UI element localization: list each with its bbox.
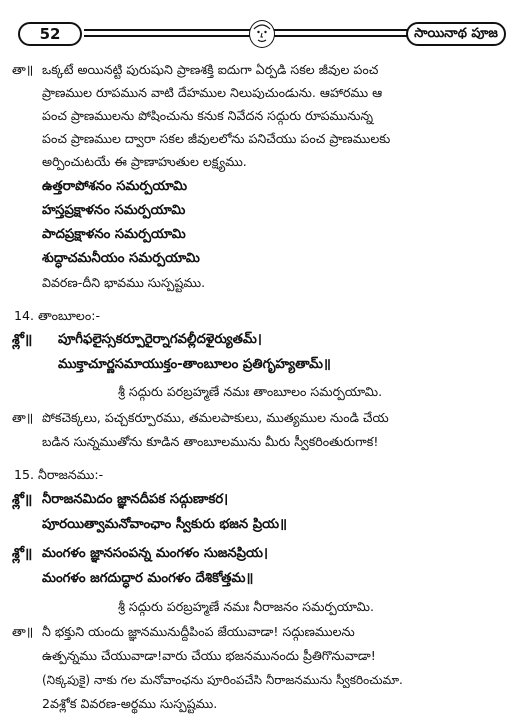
note-line: వివరణ-దీని భావము సుస్పష్టము.: [42, 275, 206, 290]
meaning-marker: తా॥: [12, 62, 34, 77]
page-header: [14, 20, 508, 50]
sloka-marker: శ్లో॥: [12, 332, 33, 348]
meaning-marker: తా॥: [12, 624, 34, 639]
paragraph-line: (నిక్కపుకై) నాకు గల మనోవాంఛను పూరింపచేసి నీరాజనమును స్వీకరించుమా.: [42, 673, 403, 687]
paragraph-line: ప్రాణముల రూపమున వాటి దేహముల నిలుపుచుండును. ఆహారము ఆ: [42, 85, 383, 100]
mantra-line: శుద్ధాచమనీయం సమర్పయామి: [42, 251, 200, 266]
sloka-marker: శ్లో॥: [12, 492, 33, 508]
section-heading: 14. తాంబూలం:-: [14, 308, 101, 323]
sloka-line: నీరాజనమిదం జ్ఞానదీపక సద్గుణాకర।: [42, 492, 229, 507]
sloka-line: పూగీఫలైస్సకర్పూరైర్నాగవల్లీదళైర్యుతమ్।: [58, 332, 262, 347]
sloka-line: ముక్తాచూర్ణసమాయుక్తం-తాంబూలం ప్రతిగృహ్యతామ్॥: [58, 357, 331, 372]
paragraph-line: ఉత్పన్నము చేయువాడా!వారు చేయు భజనమునందు ప్రీతిగొనువాడా!: [42, 648, 376, 663]
meaning-marker: తా॥: [12, 410, 34, 425]
sloka-line: మంగళం జగదుద్ధార మంగళం దేశికోత్తమ॥: [42, 571, 254, 586]
offering-line: శ్రీ సద్గురు పరబ్రహ్మణే నమః తాంబూలం సమర్పయామి.: [118, 384, 383, 399]
page-number: 52: [18, 22, 82, 46]
mantra-line: ఉత్తరాపోశనం సమర్పయామి: [42, 179, 188, 194]
sloka-line: పూరయిత్వామనోవాంఛాం స్వీకురు భజన ప్రియ॥: [42, 517, 288, 532]
sloka-line: మంగళం జ్ఞానసంపన్న మంగళం సుజనప్రియ।: [42, 546, 268, 561]
paragraph-line: పంచ ప్రాణములను పోషించును కనుక నివేదన సద్గురు రూపమునున్న: [42, 108, 374, 123]
section-heading: 15. నీరాజనము:-: [14, 467, 104, 482]
paragraph-line: బడిన సున్నముతోను కూడిన తాంబూలమును మీరు స్వీకరింతురుగాక!: [42, 434, 379, 449]
paragraph-line: పోకచెక్కలు, పచ్చకర్పూరము, తమలపాకులు, ముత్యముల నుండి చేయ: [42, 410, 389, 425]
header-rule: [84, 29, 408, 31]
paragraph-line: పంచ ప్రాణముల ద్వారా సకల జీవులలోను పనిచేయు పంచ ప్రాణములకు: [42, 131, 391, 146]
paragraph-line: 2వశ్లోక వివరణ-అర్థము సుస్పష్టము.: [42, 696, 218, 711]
header-rule: [84, 35, 408, 37]
page-title: సాయినాథ పూజ: [406, 22, 506, 46]
paragraph-line: అర్పించుటయే ఈ ప్రాణాహుతుల లక్ష్యము.: [42, 154, 247, 169]
mantra-line: హస్తప్రక్షాళనం సమర్పయామి: [42, 203, 186, 218]
offering-line: శ్రీ సద్గురు పరబ్రహ్మణే నమః నీరాజనం సమర్పయామి.: [118, 599, 374, 614]
mantra-line: పాదప్రక్షాళనం సమర్పయామి: [42, 227, 186, 242]
sai-baba-face-icon: [249, 20, 275, 48]
paragraph-line: ఒక్కటే అయినట్టి పురుషుని ప్రాణశక్తి ఐదుగా ఏర్పడి సకల జీవుల పంచ: [42, 62, 379, 77]
sloka-marker: శ్లో॥: [12, 546, 33, 562]
paragraph-line: నీ భక్తుని యందు జ్ఞానమునుద్దీపింప జేయువాడా! సద్గుణములను: [42, 624, 355, 639]
